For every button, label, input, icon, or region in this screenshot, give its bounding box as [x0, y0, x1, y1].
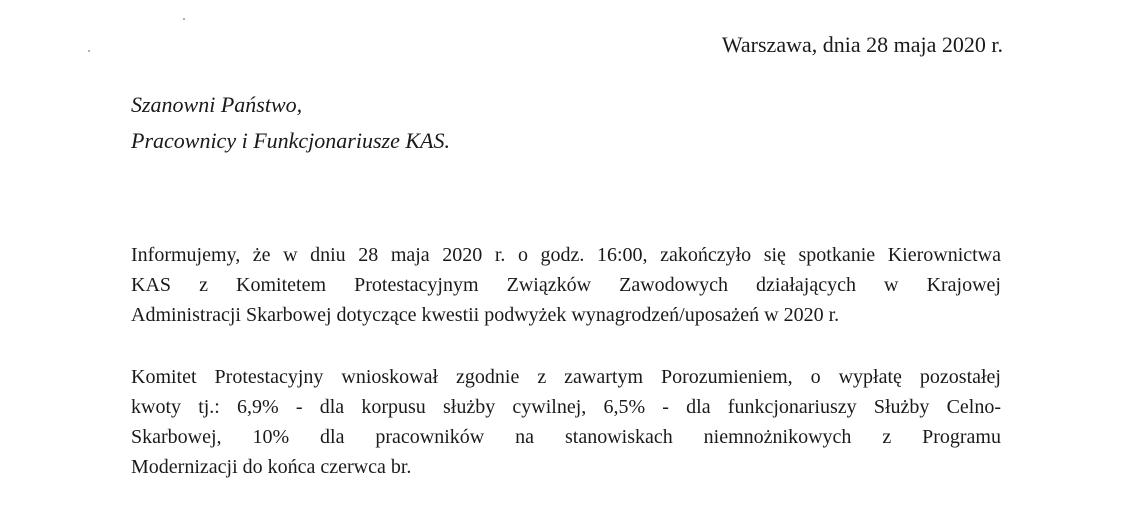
scan-speck	[88, 50, 90, 52]
paragraph-line: Modernizacji do końca czerwca br.	[131, 456, 412, 478]
salutation	[131, 87, 450, 159]
paragraph-line: Informujemy, że w dniu 28 maja 2020 r. o godz. 16:00, zakończyło się spotkanie Kierownictwa	[131, 244, 1001, 266]
paragraph-meeting-info	[131, 240, 1001, 330]
salutation-line: Szanowni Państwo,	[131, 92, 303, 117]
paragraph-line: kwoty tj.: 6,9% - dla korpusu służby cywilnej, 6,5% - dla funkcjonariuszy Służby Celno-	[131, 396, 1001, 418]
paragraph-line: Administracji Skarbowej dotyczące kwestii podwyżek wynagrodzeń/uposażeń w 2020 r.	[131, 304, 840, 326]
paragraph-line: KAS z Komitetem Protestacyjnym Związków Zawodowych działających w Krajowej	[131, 274, 1001, 296]
salutation-line: Pracownicy i Funkcjonariusze KAS.	[131, 128, 450, 153]
date-line: Warszawa, dnia 28 maja 2020 r.	[721, 32, 1003, 57]
scan-speck	[183, 18, 185, 20]
paragraph-line: Skarbowej, 10% dla pracowników na stanowiskach niemnożnikowych z Programu	[131, 426, 1001, 448]
paragraph-committee-request	[131, 362, 1001, 482]
paragraph-line: Komitet Protestacyjny wnioskował zgodnie z zawartym Porozumieniem, o wypłatę pozostałej	[131, 366, 1001, 388]
